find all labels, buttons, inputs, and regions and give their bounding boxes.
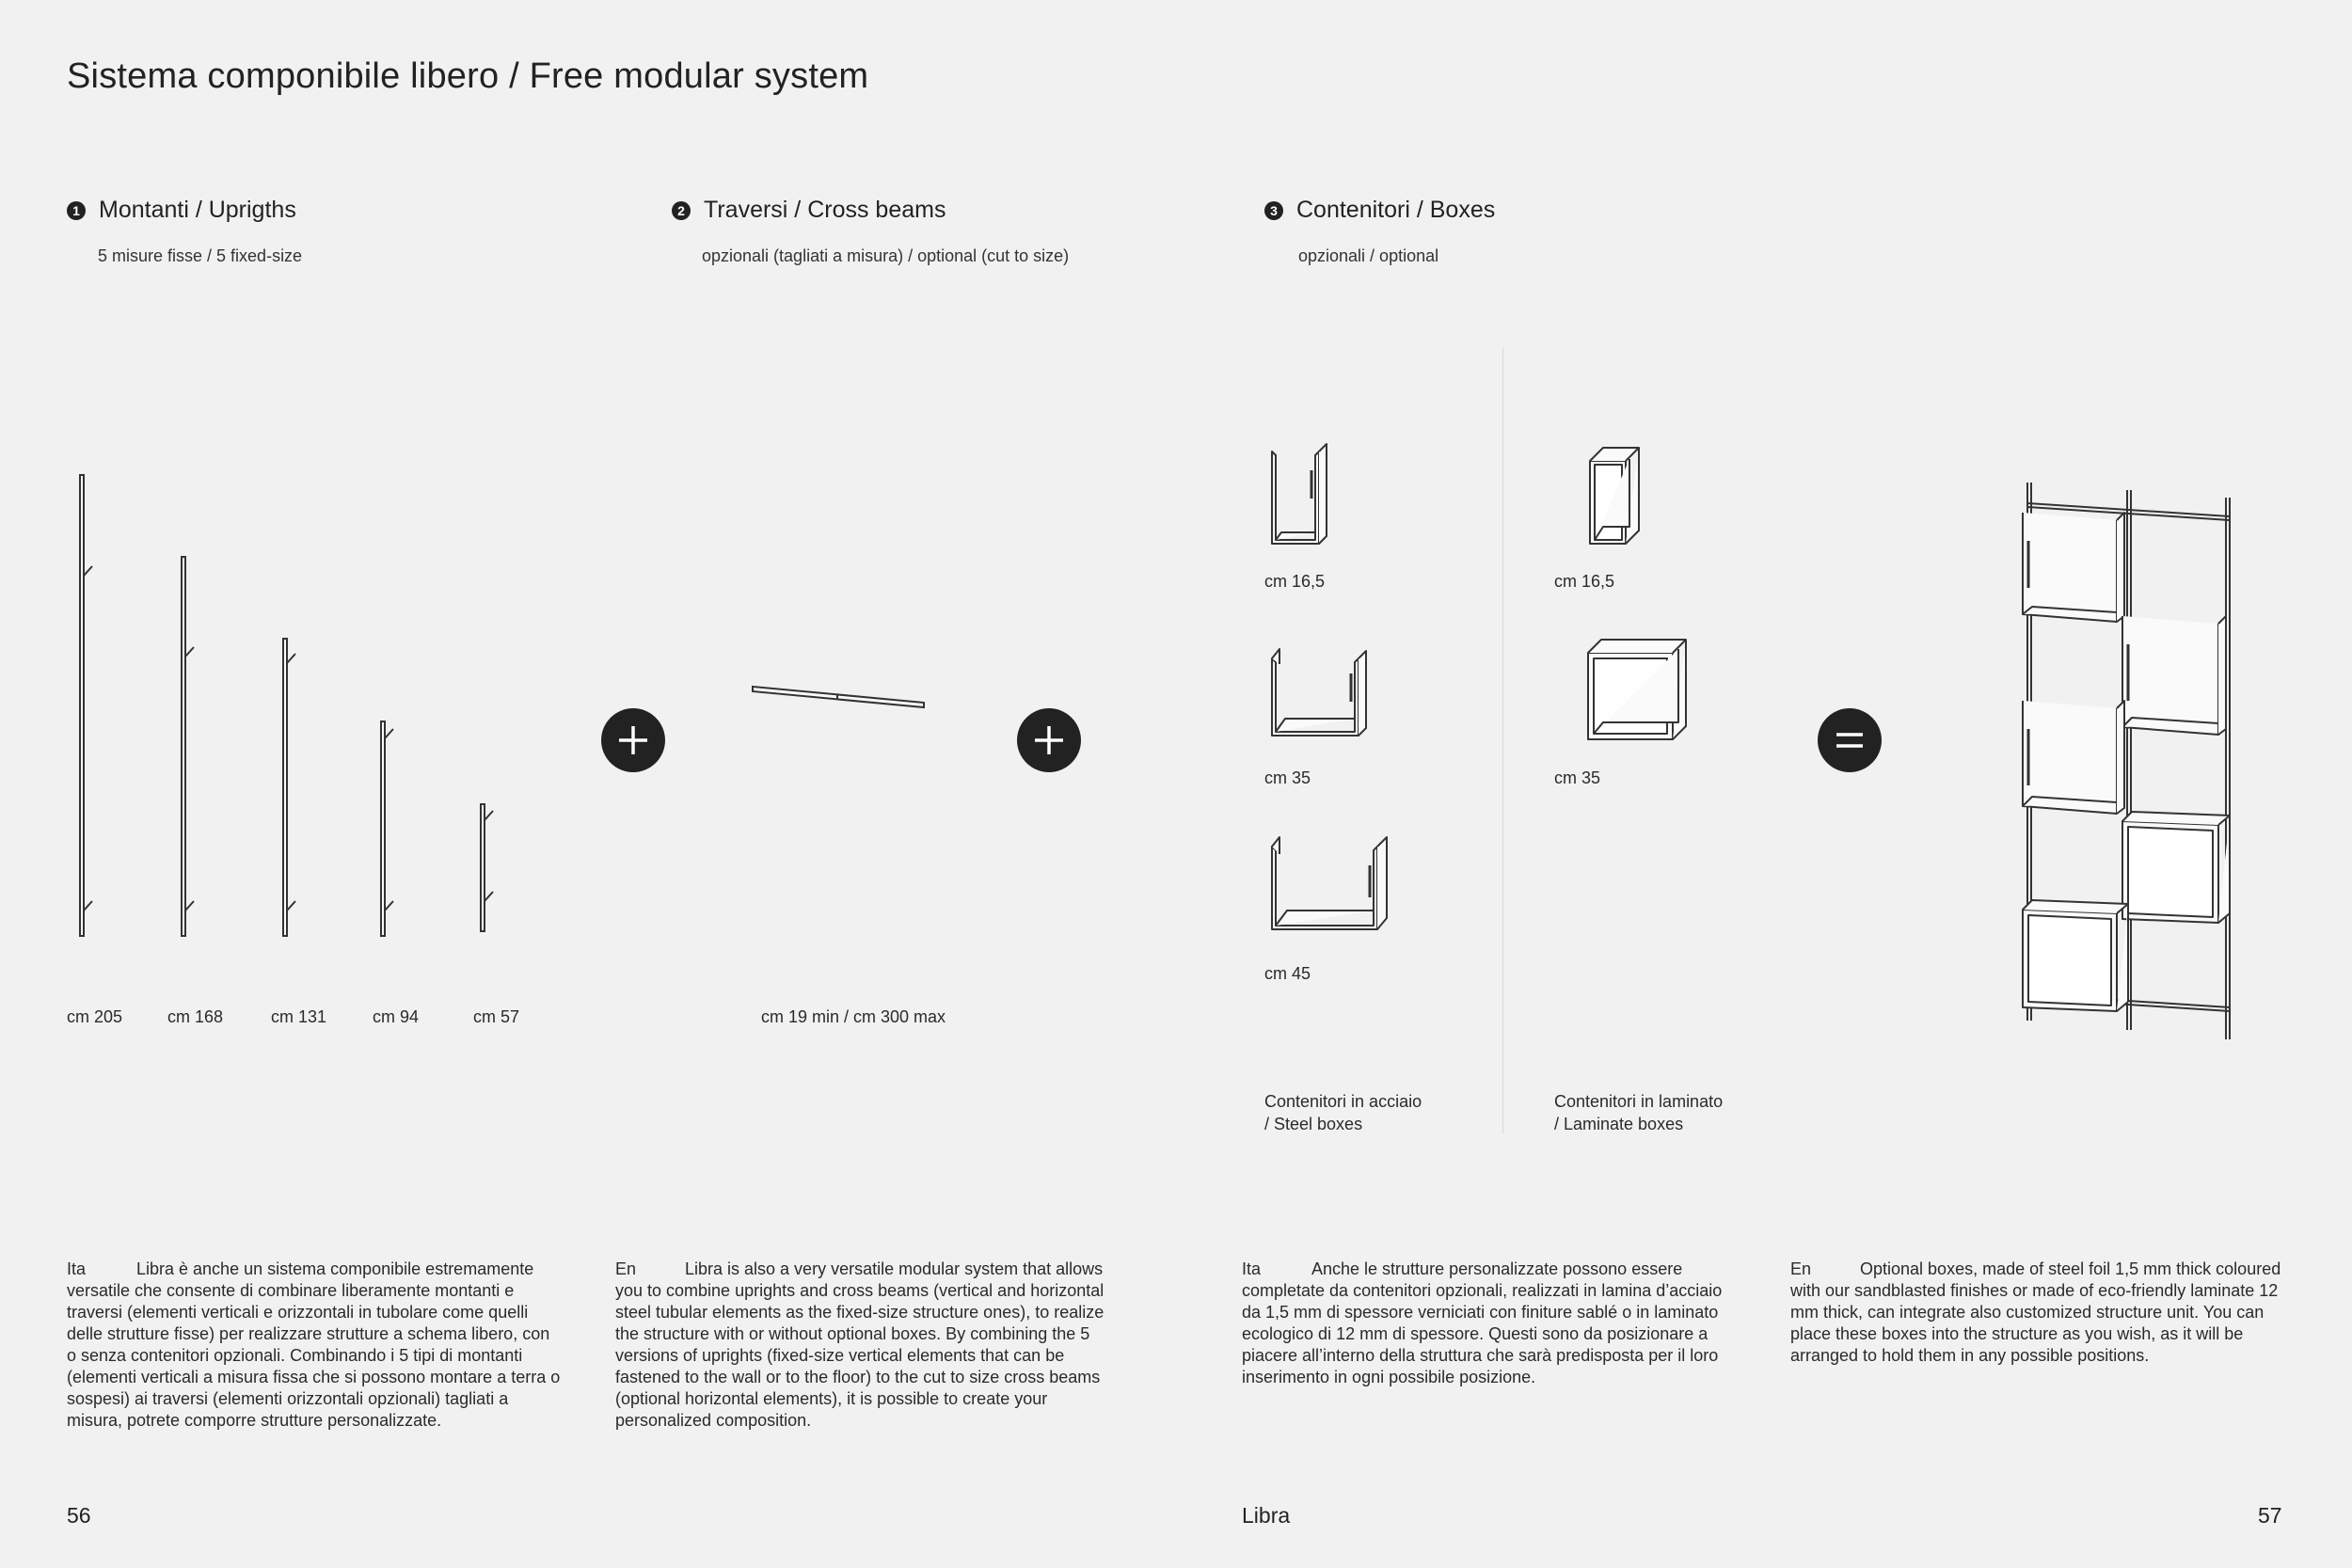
laminate-box-size-label: cm 16,5 [1554,572,1615,591]
steel-box-size-label: cm 35 [1264,768,1311,787]
section-heading-text: Contenitori / Boxes [1296,197,1496,223]
text-block-en-1 [615,1259,1109,1432]
upright-57-drawing [481,804,493,931]
section-crossbeams-heading [672,197,946,224]
text-block-en-2 [1790,1259,2284,1367]
section-heading-text: Traversi / Cross beams [704,197,946,223]
text-block-ita-2 [1242,1259,1736,1388]
upright-size-label: cm 168 [167,1007,224,1026]
upright-168-drawing [182,557,194,936]
section-crossbeams-subtitle: opzionali (tagliati a misura) / optional (cut to size) [702,246,1070,265]
section-boxes-heading [1264,197,1495,224]
laminate-boxes-caption-line1: Contenitori in laminato [1554,1092,1724,1111]
page-number-left: 56 [67,1503,91,1528]
steel-box-35-drawing [1261,640,1392,752]
assembled-composition-drawing [2004,475,2249,1049]
section-uprights-subtitle: 5 misure fisse / 5 fixed-size [98,246,303,265]
page-number-right: 57 [2258,1503,2282,1528]
steel-box-size-label: cm 16,5 [1264,572,1326,591]
steel-box-16-drawing [1261,442,1374,555]
upright-205-drawing [80,475,92,936]
steel-box-size-label: cm 45 [1264,964,1311,983]
section-number-badge: 3 [1264,201,1283,220]
section-number-badge: 2 [672,201,691,220]
steel-boxes-caption-line2: / Steel boxes [1264,1115,1363,1133]
laminate-boxes-caption-line2: / Laminate boxes [1554,1115,1684,1133]
paragraph-text: Optional boxes, made of steel foil 1,5 mm thick coloured with our sandblasted finishes or made of eco-friendly laminate 12 mm thick, can integrate also customized structure unit. You can place these boxes into the structure as you wish, as it will be arranged to hold them in any possible positions. [1790,1259,2281,1365]
uprights-illustration [0,0,564,1035]
paragraph-text: Anche le strutture personalizzate possono essere completate da contenitori opzionali, realizzati in lamina d’acciaio da 1,5 mm di spessore verniciati con finiture sablé o in laminato ecologico di 12 mm di spessore. Questi sono da posizionare a piacere all’interno della struttura che sarà predisposta per il loro inserimento in ogni possibile posizione. [1242,1259,1723,1386]
steel-box-45-drawing [1261,828,1411,950]
laminate-box-35-drawing [1581,630,1693,752]
plus-icon [601,708,665,772]
cross-beam-illustration [743,677,931,715]
language-tag: Ita [1242,1259,1262,1278]
section-number-badge: 1 [67,201,86,220]
language-tag: Ita [67,1259,87,1278]
plus-icon [1017,708,1081,772]
section-boxes-subtitle: opzionali / optional [1298,246,1439,265]
brand-name: Libra [1242,1503,1291,1528]
upright-size-label: cm 205 [67,1007,123,1026]
upright-94-drawing [381,721,393,936]
laminate-box-size-label: cm 35 [1554,768,1601,787]
equals-icon [1818,708,1882,772]
upright-size-label: cm 94 [373,1007,420,1026]
steel-boxes-caption-line1: Contenitori in acciaio [1264,1092,1422,1111]
laminate-box-16-drawing [1581,442,1656,555]
upright-size-label: cm 131 [271,1007,327,1026]
text-block-ita-1 [67,1259,561,1432]
paragraph-text: Libra is also a very versatile modular system that allows you to combine uprights and cross beams (vertical and horizontal steel tubular elements as the fixed-size structure ones), to realize the structure with or without optional boxes. By combining the 5 versions of uprights (fixed-size vertical elements that can be fastened to the wall or to the floor) to the cut to size cross beams (optional horizontal elements), it is possible to create your personalized composition. [615,1259,1104,1430]
page-title: Sistema componibile libero / Free modular system [67,56,869,96]
language-tag: En [1790,1259,1812,1278]
cross-beam-size-label: cm 19 min / cm 300 max [761,1007,946,1026]
section-heading-text: Montanti / Uprigths [99,197,296,223]
paragraph-text: Libra è anche un sistema componibile estremamente versatile che consente di combinare liberamente montanti e traversi (elementi verticali e orizzontali in tubolare come quelli delle strutture fisse) per realizzare strutture a schema libero, con o senza contenitori opzionali. Combinando i 5 tipi di montanti (elementi verticali a misura fissa che si possono montare a terra o sospesi) ai traversi (elementi orizzontali opzionali) tagliati a misura, potrete comporre strutture personalizzate. [67,1259,561,1430]
language-tag: En [615,1259,637,1278]
boxes-divider [1502,348,1503,1133]
upright-size-label: cm 57 [473,1007,520,1026]
upright-131-drawing [283,639,295,936]
